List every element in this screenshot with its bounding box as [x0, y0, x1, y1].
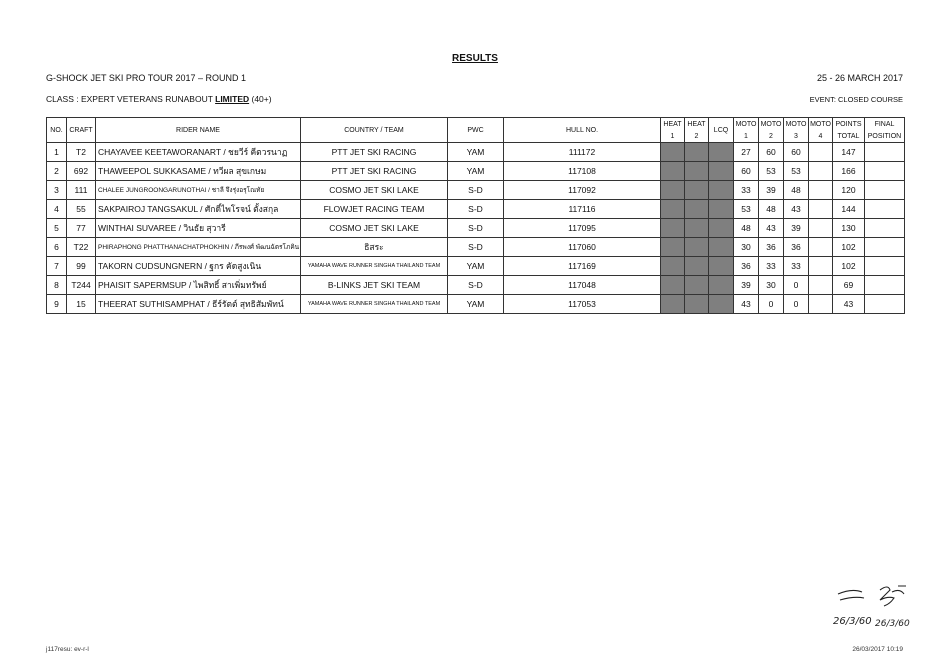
cell-heat2	[685, 181, 709, 200]
class-prefix: CLASS : EXPERT VETERANS RUNABOUT	[46, 94, 213, 104]
footer-timestamp: 26/03/2017 10:19	[852, 646, 903, 653]
cell-heat2	[685, 200, 709, 219]
table-row	[47, 295, 905, 314]
col-team: COUNTRY / TEAM	[301, 118, 448, 143]
cell-points: 120	[833, 181, 865, 200]
cell-team: FLOWJET RACING TEAM	[301, 200, 448, 219]
cell-heat1	[661, 181, 685, 200]
col-moto4-top: MOTO	[809, 118, 833, 131]
col-no: NO.	[47, 118, 67, 143]
cell-moto3: 48	[784, 181, 809, 200]
col-lcq: LCQ	[709, 118, 734, 143]
cell-moto4	[809, 181, 833, 200]
cell-points: 144	[833, 200, 865, 219]
cell-craft: 55	[67, 200, 96, 219]
cell-points: 102	[833, 238, 865, 257]
cell-heat1	[661, 257, 685, 276]
cell-lcq	[709, 238, 734, 257]
cell-moto2: 53	[759, 162, 784, 181]
cell-lcq	[709, 257, 734, 276]
cell-heat1	[661, 162, 685, 181]
table-row	[47, 162, 905, 181]
cell-hull: 117169	[504, 257, 661, 276]
table-row	[47, 257, 905, 276]
cell-moto3: 39	[784, 219, 809, 238]
cell-rider: THAWEEPOL SUKKASAME / ทวีผล สุขเกษม	[96, 162, 301, 181]
col-moto2-top: MOTO	[759, 118, 784, 131]
cell-rider: TAKORN CUDSUNGNERN / ฐกร คัดสูงเนิน	[96, 257, 301, 276]
cell-final	[865, 181, 905, 200]
col-moto1-bottom: 1	[734, 130, 759, 143]
cell-moto4	[809, 257, 833, 276]
cell-final	[865, 143, 905, 162]
class-suffix: (40+)	[251, 94, 272, 104]
cell-heat2	[685, 276, 709, 295]
results-table	[46, 117, 905, 314]
table-row	[47, 238, 905, 257]
cell-hull: 117116	[504, 200, 661, 219]
cell-moto1: 43	[734, 295, 759, 314]
cell-no: 8	[47, 276, 67, 295]
class-line	[46, 94, 272, 104]
cell-pwc: S-D	[448, 276, 504, 295]
col-heat2-top: HEAT	[685, 118, 709, 131]
cell-craft: 15	[67, 295, 96, 314]
cell-moto2: 30	[759, 276, 784, 295]
cell-moto1: 53	[734, 200, 759, 219]
col-moto1-top: MOTO	[734, 118, 759, 131]
cell-team: PTT JET SKI RACING	[301, 143, 448, 162]
cell-lcq	[709, 295, 734, 314]
cell-moto2: 43	[759, 219, 784, 238]
cell-moto3: 36	[784, 238, 809, 257]
page-title: RESULTS	[452, 53, 498, 64]
cell-team: YAMAHA WAVE RUNNER SINGHA THAILAND TEAM	[301, 295, 448, 314]
cell-lcq	[709, 143, 734, 162]
cell-heat2	[685, 219, 709, 238]
table-row	[47, 219, 905, 238]
cell-craft: 692	[67, 162, 96, 181]
cell-moto4	[809, 238, 833, 257]
cell-points: 130	[833, 219, 865, 238]
cell-points: 102	[833, 257, 865, 276]
cell-lcq	[709, 162, 734, 181]
table-body	[47, 143, 905, 314]
cell-moto2: 33	[759, 257, 784, 276]
cell-heat1	[661, 200, 685, 219]
cell-heat2	[685, 257, 709, 276]
cell-heat2	[685, 162, 709, 181]
cell-moto3: 60	[784, 143, 809, 162]
col-final-top: FINAL	[865, 118, 905, 131]
cell-rider: PHIRAPHONG PHATTHANACHATPHOKHIN / ภีรพงศ์ พัฒนฉัตรโภคิน	[96, 238, 301, 257]
cell-final	[865, 276, 905, 295]
cell-final	[865, 162, 905, 181]
col-heat1-bottom: 1	[661, 130, 685, 143]
cell-heat1	[661, 219, 685, 238]
cell-final	[865, 238, 905, 257]
cell-moto3: 43	[784, 200, 809, 219]
cell-heat2	[685, 238, 709, 257]
cell-pwc: S-D	[448, 219, 504, 238]
cell-moto4	[809, 200, 833, 219]
signature-1	[832, 584, 876, 632]
cell-pwc: YAM	[448, 143, 504, 162]
event-name: G-SHOCK JET SKI PRO TOUR 2017 – ROUND 1	[46, 73, 247, 83]
cell-pwc: YAM	[448, 257, 504, 276]
cell-pwc: YAM	[448, 162, 504, 181]
col-heat1-top: HEAT	[661, 118, 685, 131]
cell-team: YAMAHA WAVE RUNNER SINGHA THAILAND TEAM	[301, 257, 448, 276]
cell-moto1: 60	[734, 162, 759, 181]
cell-moto2: 39	[759, 181, 784, 200]
cell-hull: 117108	[504, 162, 661, 181]
cell-heat1	[661, 295, 685, 314]
cell-rider: WINTHAI SUVAREE / วินธัย สุวารี	[96, 219, 301, 238]
cell-moto3: 53	[784, 162, 809, 181]
table-row	[47, 181, 905, 200]
cell-pwc: YAM	[448, 295, 504, 314]
cell-hull: 117053	[504, 295, 661, 314]
cell-moto4	[809, 276, 833, 295]
cell-pwc: S-D	[448, 238, 504, 257]
cell-points: 43	[833, 295, 865, 314]
cell-craft: T2	[67, 143, 96, 162]
cell-lcq	[709, 219, 734, 238]
cell-moto2: 60	[759, 143, 784, 162]
cell-team: PTT JET SKI RACING	[301, 162, 448, 181]
event-type: EVENT: CLOSED COURSE	[809, 95, 903, 104]
col-heat2-bottom: 2	[685, 130, 709, 143]
cell-final	[865, 200, 905, 219]
col-moto3-top: MOTO	[784, 118, 809, 131]
cell-moto2: 36	[759, 238, 784, 257]
event-dates: 25 - 26 MARCH 2017	[816, 73, 903, 83]
cell-rider: SAKPAIROJ TANGSAKUL / ศักดิ์ไพโรจน์ ตั้งสกุล	[96, 200, 301, 219]
cell-hull: 117060	[504, 238, 661, 257]
cell-hull: 111172	[504, 143, 661, 162]
cell-final	[865, 257, 905, 276]
cell-heat2	[685, 143, 709, 162]
cell-points: 166	[833, 162, 865, 181]
table-row	[47, 143, 905, 162]
cell-moto4	[809, 162, 833, 181]
cell-team: ธิสระ	[301, 238, 448, 257]
signature-2-date: 26/3/60	[875, 619, 910, 629]
cell-moto1: 33	[734, 181, 759, 200]
cell-moto1: 27	[734, 143, 759, 162]
cell-rider: CHALEE JUNGROONGARUNOTHAI / ชาลี จึงรุ่งอรุโณทัย	[96, 181, 301, 200]
cell-no: 1	[47, 143, 67, 162]
cell-rider: PHAISIT SAPERMSUP / ไพสิทธิ์ สาเพิ่มทรัพย์	[96, 276, 301, 295]
col-moto2-bottom: 2	[759, 130, 784, 143]
col-final-bottom: POSITION	[865, 130, 905, 143]
table-row	[47, 200, 905, 219]
cell-pwc: S-D	[448, 181, 504, 200]
cell-hull: 117095	[504, 219, 661, 238]
cell-pwc: S-D	[448, 200, 504, 219]
cell-moto3: 0	[784, 276, 809, 295]
cell-craft: 77	[67, 219, 96, 238]
signature-2	[874, 582, 918, 632]
cell-craft: 99	[67, 257, 96, 276]
col-hull: HULL NO.	[504, 118, 661, 143]
cell-craft: T22	[67, 238, 96, 257]
cell-heat2	[685, 295, 709, 314]
signature-1-date: 26/3/60	[833, 616, 872, 627]
col-points-top: POINTS	[833, 118, 865, 131]
col-pwc: PWC	[448, 118, 504, 143]
cell-no: 7	[47, 257, 67, 276]
cell-lcq	[709, 181, 734, 200]
cell-moto2: 48	[759, 200, 784, 219]
cell-moto4	[809, 219, 833, 238]
cell-craft: T244	[67, 276, 96, 295]
col-moto4-bottom: 4	[809, 130, 833, 143]
cell-lcq	[709, 200, 734, 219]
cell-points: 147	[833, 143, 865, 162]
col-moto3-bottom: 3	[784, 130, 809, 143]
cell-moto1: 48	[734, 219, 759, 238]
cell-final	[865, 219, 905, 238]
cell-moto2: 0	[759, 295, 784, 314]
footer-file-code: j117resu: ev-r-l	[46, 646, 89, 653]
cell-heat1	[661, 238, 685, 257]
cell-heat1	[661, 276, 685, 295]
cell-moto3: 0	[784, 295, 809, 314]
cell-team: COSMO JET SKI LAKE	[301, 181, 448, 200]
cell-no: 4	[47, 200, 67, 219]
table-row	[47, 276, 905, 295]
col-rider: RIDER NAME	[96, 118, 301, 143]
cell-team: COSMO JET SKI LAKE	[301, 219, 448, 238]
cell-moto1: 36	[734, 257, 759, 276]
cell-no: 2	[47, 162, 67, 181]
cell-heat1	[661, 143, 685, 162]
cell-moto3: 33	[784, 257, 809, 276]
cell-moto4	[809, 295, 833, 314]
cell-no: 6	[47, 238, 67, 257]
cell-moto1: 39	[734, 276, 759, 295]
col-craft: CRAFT	[67, 118, 96, 143]
cell-no: 5	[47, 219, 67, 238]
cell-rider: CHAYAVEE KEETAWORANART / ชยวีร์ คีตวรนาฏ	[96, 143, 301, 162]
cell-hull: 117092	[504, 181, 661, 200]
cell-rider: THEERAT SUTHISAMPHAT / ธีร์รัตต์ สุทธิสัมพัทน์	[96, 295, 301, 314]
cell-team: B-LINKS JET SKI TEAM	[301, 276, 448, 295]
cell-final	[865, 295, 905, 314]
cell-no: 3	[47, 181, 67, 200]
cell-no: 9	[47, 295, 67, 314]
cell-moto1: 30	[734, 238, 759, 257]
cell-points: 69	[833, 276, 865, 295]
table-header	[47, 118, 905, 143]
cell-lcq	[709, 276, 734, 295]
class-limited: LIMITED	[215, 94, 250, 104]
cell-hull: 117048	[504, 276, 661, 295]
cell-moto4	[809, 143, 833, 162]
col-points-bottom: TOTAL	[833, 130, 865, 143]
cell-craft: 111	[67, 181, 96, 200]
